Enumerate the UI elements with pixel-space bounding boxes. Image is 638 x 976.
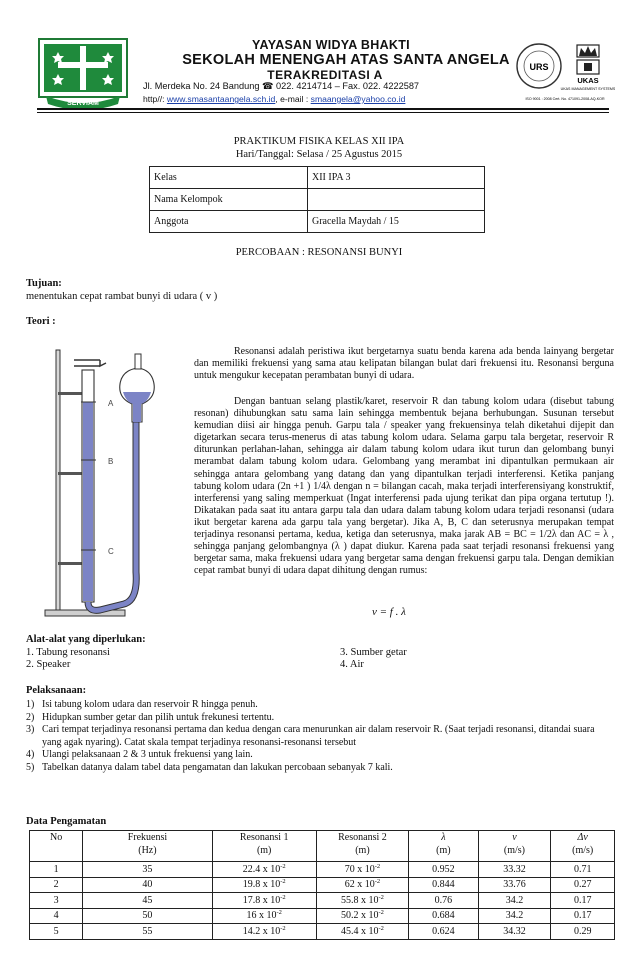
table-cell: 35 xyxy=(83,862,212,878)
table-cell: 0.27 xyxy=(551,877,615,893)
step-number: 4) xyxy=(26,749,35,761)
info-row xyxy=(150,167,485,189)
info-row xyxy=(150,211,485,233)
procedure-list xyxy=(26,699,606,775)
resonance-tube-diagram xyxy=(40,342,190,622)
procedure-step xyxy=(26,749,606,762)
school-name: SEKOLAH MENENGAH ATAS SANTA ANGELA xyxy=(182,52,510,68)
email-prefix: , e-mail : xyxy=(275,94,311,104)
objective-text: menentukan cepat rambat bunyi di udara ( v ) xyxy=(26,291,218,302)
step-text: Cari tempat terjadinya resonansi pertama dan kedua dengan cara menurunkan air dalam reservoir R. (Saat terjadi resonansi, ditandai suara yang agak nyaring). Catat skala tempat terjadinya resonansi-resonansi tersebut xyxy=(42,724,595,748)
info-value: Gracella Maydah / 15 xyxy=(308,211,485,233)
procedure-step xyxy=(26,724,606,749)
step-text: Hidupkan sumber getar dan pilih untuk frekunesi tertentu. xyxy=(42,711,275,723)
step-number: 3) xyxy=(26,724,35,736)
web-prefix: http//: xyxy=(143,94,167,104)
step-number: 1) xyxy=(26,699,35,710)
table-cell: 0.71 xyxy=(551,862,615,878)
school-address: Jl. Merdeka No. 24 Bandung ☎ 022. 4214714 – Fax. 022. 4222587 xyxy=(143,81,420,91)
table-cell: 33.32 xyxy=(478,862,551,878)
table-cell: 62 x $10^{-2}$ xyxy=(316,877,408,893)
table-cell: 3 xyxy=(30,893,83,909)
procedure-step xyxy=(26,712,606,725)
ukas-label: UKAS xyxy=(577,76,599,85)
info-value: XII IPA 3 xyxy=(308,167,485,189)
ukas-crown-icon xyxy=(577,45,599,74)
email-link[interactable]: smaangela@yahoo.co.id xyxy=(310,94,406,104)
table-cell: 0.76 xyxy=(409,893,478,909)
col-header: No xyxy=(30,831,83,862)
table-cell: 2 xyxy=(30,877,83,893)
table-cell: 34.2 xyxy=(478,908,551,924)
practicum-date: Hari/Tanggal: Selasa / 25 Agustus 2015 xyxy=(235,149,403,160)
table-row xyxy=(30,908,615,924)
step-number: 5) xyxy=(26,761,35,773)
table-row xyxy=(30,877,615,893)
info-value xyxy=(308,189,485,211)
table-cell: 0.952 xyxy=(409,862,478,878)
diagram-label-b: B xyxy=(108,457,114,466)
info-row xyxy=(150,189,485,211)
school-logo xyxy=(36,36,130,108)
col-header: v (m/s) xyxy=(478,831,551,862)
table-cell: 22.4 x $10^{-2}$ xyxy=(212,862,316,878)
col-header: Resonansi 2 (m) xyxy=(316,831,408,862)
theory-paragraph-1: Resonansi adalah peristiwa ikut bergetarnya suatu benda karena ada benda lainyang bergetar dan memiliki frekuensi yang sama atau kelipatan bilangan bulat dari frekuensi itu. Resonansi berguna untuk mengukur kecepatan perambatan bunyi di udara. xyxy=(194,346,614,382)
equipment-heading: Alat-alat yang diperlukan: xyxy=(26,634,146,645)
table-cell: 0.17 xyxy=(551,908,615,924)
step-text: Ulangi pelaksanaan 2 & 3 untuk frekuensi yang lain. xyxy=(42,749,253,761)
info-table xyxy=(149,166,485,233)
table-cell: 0.17 xyxy=(551,893,615,909)
experiment-title: PERCOBAAN : RESONANSI BUNYI xyxy=(235,247,403,258)
observation-heading: Data Pengamatan xyxy=(26,816,107,827)
table-cell: 14.2 x $10^{-2}$ xyxy=(212,924,316,940)
iso-cert-text: ISO 9001 : 2008 Cert. No. 471091-2008-AQ-KOR xyxy=(525,97,605,101)
equipment-item: 2. Speaker xyxy=(26,659,71,670)
accreditation-label: TERAKREDITASI A xyxy=(267,68,383,82)
col-header: Frekuensi (Hz) xyxy=(83,831,212,862)
table-cell: 55 xyxy=(83,924,212,940)
step-text: Isi tabung kolom udara dan reservoir R hingga penuh. xyxy=(42,699,258,710)
table-cell: 70 x $10^{-2}$ xyxy=(316,862,408,878)
practicum-title: PRAKTIKUM FISIKA KELAS XII IPA xyxy=(233,136,405,147)
table-row xyxy=(30,924,615,940)
table-cell: 0.29 xyxy=(551,924,615,940)
table-cell: 0.624 xyxy=(409,924,478,940)
table-row xyxy=(30,893,615,909)
info-label: Anggota xyxy=(150,211,308,233)
table-cell: 17.8 x $10^{-2}$ xyxy=(212,893,316,909)
header-rule xyxy=(37,108,609,110)
equipment-item: 4. Air xyxy=(340,659,364,670)
step-text: Tabelkan datanya dalam tabel data pengamatan dan lakukan percobaan sebanyak 7 kali. xyxy=(42,761,393,773)
ukas-caption: UKAS MANAGEMENT SYSTEMS xyxy=(560,87,615,91)
procedure-step xyxy=(26,762,606,775)
objective-heading: Tujuan: xyxy=(26,278,62,289)
table-cell: 50 xyxy=(83,908,212,924)
table-cell: 50.2 x $10^{-2}$ xyxy=(316,908,408,924)
info-label: Nama Kelompok xyxy=(150,189,308,211)
theory-heading: Teori : xyxy=(26,316,56,327)
table-cell: 0.684 xyxy=(409,908,478,924)
procedure-step xyxy=(26,699,606,712)
diagram-label-a: A xyxy=(108,399,114,408)
table-cell: 5 xyxy=(30,924,83,940)
table-row xyxy=(30,862,615,878)
table-header-row xyxy=(30,831,615,862)
theory-paragraph-2: Dengan bantuan selang plastik/karet, reservoir R dan tabung kolom udara (disebut tabung resonan) dihubungkan satu sama lain sehingga membentuk bejana berhubungan. Susunan tersebut kemudian diisi air hingga penuh. Garpu tala / speaker yang frekuensinya telah diketahui dijepit dan digetarkan secara terus-menerus di atas tabung kolom udara. Selama garpu tala bergetar, reservoir R diturunkan perlahan-lahan, sehingga air dalam tabung kolom udara ikut turun dan gelombang bunyi merambat dalam tabung kolom udara. Gelombang yang merambat ini dipantulkan permukaan air sehingga antara gelombang yang datang dan yang dipantulkan terjadi interferensi. Ketika panjang tabung kolom udara (2n +1 ) 1/4λ dengan n = bilangan cacah, maka terjadi interferensiyang konstruktif, interferensi yang saling memperkuat (Ingat interferensi pada ujung terikat dan pipa organa tertutup !). Dikatakan pada saat itu antara garpu tala dan udara dalam tabung kolom udara terjadi resonansi (udara ikut bergetar karena ada garpu tala yang bergetar). Jika A, B, C dan seterusnya merupakan tempat terjadinya resonansi pertama, kedua, ketiga dan seterusnya, maka jarak AB = BC = 1/2λ dan AC = λ , sehingga panjang gelombangnya (λ ) dapat diukur. Karena pada saat terjadi resonansi frekuensi yang bergetar sama, maka frekuensi udara yang bergetar sama dengan frekuensi garpu tala. Dengan demikian cepat rambat bunyi di udara dapat dihitung dengan rumus: xyxy=(194,396,614,577)
info-label: Kelas xyxy=(150,167,308,189)
table-cell: 34.32 xyxy=(478,924,551,940)
logo-banner-text: SERVIAM xyxy=(67,100,99,107)
equipment-item: 3. Sumber getar xyxy=(340,647,407,658)
table-cell: 16 x $10^{-2}$ xyxy=(212,908,316,924)
col-header: Δv (m/s) xyxy=(551,831,615,862)
website-link[interactable]: www.smasantaangela.sch.id xyxy=(166,94,276,104)
observation-table xyxy=(29,830,615,940)
svg-text:URS: URS xyxy=(529,62,549,72)
col-header: Resonansi 1 (m) xyxy=(212,831,316,862)
table-cell: 19.8 x $10^{-2}$ xyxy=(212,877,316,893)
certification-badges xyxy=(515,40,615,102)
step-number: 2) xyxy=(26,711,35,723)
table-cell: 45 xyxy=(83,893,212,909)
table-cell: 40 xyxy=(83,877,212,893)
table-cell: 0.844 xyxy=(409,877,478,893)
table-cell: 34.2 xyxy=(478,893,551,909)
table-cell: 55.8 x $10^{-2}$ xyxy=(316,893,408,909)
table-cell: 45.4 x $10^{-2}$ xyxy=(316,924,408,940)
formula: v = f . λ xyxy=(372,606,406,618)
diagram-label-c: C xyxy=(108,547,114,556)
table-cell: 1 xyxy=(30,862,83,878)
col-header: λ (m) xyxy=(409,831,478,862)
header-rule-thin xyxy=(37,112,609,113)
organization-name: YAYASAN WIDYA BHAKTI xyxy=(252,38,410,52)
equipment-item: 1. Tabung resonansi xyxy=(26,647,110,658)
procedure-heading: Pelaksanaan: xyxy=(26,685,87,696)
table-cell: 33.76 xyxy=(478,877,551,893)
table-cell: 4 xyxy=(30,908,83,924)
